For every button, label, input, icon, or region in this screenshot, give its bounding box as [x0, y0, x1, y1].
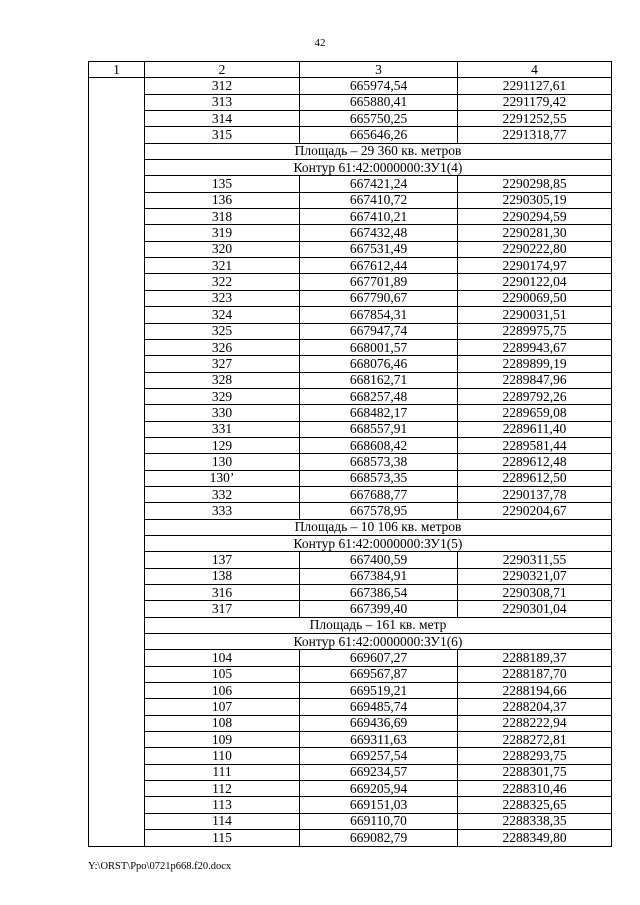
contour-row — [89, 535, 612, 551]
x-coordinate-cell: 667432,48 — [300, 225, 458, 241]
table-row — [89, 437, 612, 453]
x-coordinate-cell: 665880,41 — [300, 94, 458, 110]
y-coordinate-cell: 2290301,04 — [458, 601, 612, 617]
table-row — [89, 192, 612, 208]
x-coordinate-cell: 669311,63 — [300, 732, 458, 748]
x-coordinate-cell: 669110,70 — [300, 813, 458, 829]
x-coordinate-cell: 667400,59 — [300, 552, 458, 568]
table-row — [89, 405, 612, 421]
point-number-cell: 105 — [145, 666, 300, 682]
point-number-cell: 333 — [145, 503, 300, 519]
column-header: 2 — [145, 62, 300, 78]
table-row — [89, 552, 612, 568]
point-number-cell: 136 — [145, 192, 300, 208]
x-coordinate-cell: 668076,46 — [300, 356, 458, 372]
y-coordinate-cell: 2288222,94 — [458, 715, 612, 731]
x-coordinate-cell: 665974,54 — [300, 78, 458, 94]
x-coordinate-cell: 668162,71 — [300, 372, 458, 388]
y-coordinate-cell: 2288189,37 — [458, 650, 612, 666]
table-row — [89, 830, 612, 846]
y-coordinate-cell: 2290321,07 — [458, 568, 612, 584]
y-coordinate-cell: 2288325,65 — [458, 797, 612, 813]
contour-label: Контур 61:42:0000000:ЗУ1(5) — [145, 535, 612, 551]
point-number-cell: 327 — [145, 356, 300, 372]
point-number-cell: 320 — [145, 241, 300, 257]
point-number-cell: 316 — [145, 585, 300, 601]
x-coordinate-cell: 667612,44 — [300, 258, 458, 274]
point-number-cell: 325 — [145, 323, 300, 339]
point-number-cell: 106 — [145, 683, 300, 699]
table-row — [89, 797, 612, 813]
area-label: Площадь – 10 106 кв. метров — [145, 519, 612, 535]
table-row — [89, 585, 612, 601]
point-number-cell: 138 — [145, 568, 300, 584]
point-number-cell: 314 — [145, 111, 300, 127]
y-coordinate-cell: 2290031,51 — [458, 307, 612, 323]
point-number-cell: 109 — [145, 732, 300, 748]
y-coordinate-cell: 2288187,70 — [458, 666, 612, 682]
x-coordinate-cell: 668557,91 — [300, 421, 458, 437]
table-row — [89, 748, 612, 764]
table-row — [89, 372, 612, 388]
table-row — [89, 486, 612, 502]
table-row — [89, 323, 612, 339]
area-row — [89, 143, 612, 159]
y-coordinate-cell: 2290069,50 — [458, 290, 612, 306]
y-coordinate-cell: 2290122,04 — [458, 274, 612, 290]
contour-row — [89, 634, 612, 650]
y-coordinate-cell: 2290281,30 — [458, 225, 612, 241]
table-row — [89, 356, 612, 372]
table-row — [89, 715, 612, 731]
x-coordinate-cell: 668482,17 — [300, 405, 458, 421]
point-number-cell: 137 — [145, 552, 300, 568]
y-coordinate-cell: 2290311,55 — [458, 552, 612, 568]
y-coordinate-cell: 2289975,75 — [458, 323, 612, 339]
point-number-cell: 326 — [145, 339, 300, 355]
x-coordinate-cell: 667790,67 — [300, 290, 458, 306]
y-coordinate-cell: 2290137,78 — [458, 486, 612, 502]
x-coordinate-cell: 669151,03 — [300, 797, 458, 813]
y-coordinate-cell: 2288194,66 — [458, 683, 612, 699]
file-path-footer: Y:\ORST\Ppo\0721p668.f20.docx — [88, 861, 232, 872]
y-coordinate-cell: 2289943,67 — [458, 339, 612, 355]
y-coordinate-cell: 2288338,35 — [458, 813, 612, 829]
y-coordinate-cell: 2288204,37 — [458, 699, 612, 715]
coordinates-table — [88, 61, 612, 847]
table-row — [89, 650, 612, 666]
page-number: 42 — [314, 37, 326, 49]
point-number-cell: 110 — [145, 748, 300, 764]
y-coordinate-cell: 2288272,81 — [458, 732, 612, 748]
table-row — [89, 454, 612, 470]
y-coordinate-cell: 2288349,80 — [458, 830, 612, 846]
table-row — [89, 209, 612, 225]
column-1-merged-cell — [89, 78, 145, 846]
y-coordinate-cell: 2291179,42 — [458, 94, 612, 110]
x-coordinate-cell: 668001,57 — [300, 339, 458, 355]
x-coordinate-cell: 668573,38 — [300, 454, 458, 470]
table-row — [89, 470, 612, 486]
y-coordinate-cell: 2290298,85 — [458, 176, 612, 192]
table-row — [89, 732, 612, 748]
y-coordinate-cell: 2290174,97 — [458, 258, 612, 274]
table-row — [89, 813, 612, 829]
y-coordinate-cell: 2291318,77 — [458, 127, 612, 143]
table-row — [89, 339, 612, 355]
area-label: Площадь – 29 360 кв. метров — [145, 143, 612, 159]
x-coordinate-cell: 667578,95 — [300, 503, 458, 519]
table-row — [89, 94, 612, 110]
point-number-cell: 332 — [145, 486, 300, 502]
x-coordinate-cell: 667688,77 — [300, 486, 458, 502]
point-number-cell: 315 — [145, 127, 300, 143]
y-coordinate-cell: 2290204,67 — [458, 503, 612, 519]
table-header-row — [89, 62, 612, 78]
x-coordinate-cell: 669567,87 — [300, 666, 458, 682]
area-label: Площадь – 161 кв. метр — [145, 617, 612, 633]
x-coordinate-cell: 667410,21 — [300, 209, 458, 225]
point-number-cell: 328 — [145, 372, 300, 388]
y-coordinate-cell: 2288301,75 — [458, 764, 612, 780]
y-coordinate-cell: 2289612,50 — [458, 470, 612, 486]
contour-label: Контур 61:42:0000000:ЗУ1(4) — [145, 160, 612, 176]
y-coordinate-cell: 2288293,75 — [458, 748, 612, 764]
table-row — [89, 421, 612, 437]
x-coordinate-cell: 669257,54 — [300, 748, 458, 764]
table-row — [89, 764, 612, 780]
y-coordinate-cell: 2291252,55 — [458, 111, 612, 127]
x-coordinate-cell: 668608,42 — [300, 437, 458, 453]
point-number-cell: 112 — [145, 781, 300, 797]
y-coordinate-cell: 2290222,80 — [458, 241, 612, 257]
y-coordinate-cell: 2291127,61 — [458, 78, 612, 94]
point-number-cell: 130 — [145, 454, 300, 470]
point-number-cell: 322 — [145, 274, 300, 290]
table-row — [89, 225, 612, 241]
y-coordinate-cell: 2289611,40 — [458, 421, 612, 437]
point-number-cell: 323 — [145, 290, 300, 306]
point-number-cell: 318 — [145, 209, 300, 225]
table-row — [89, 127, 612, 143]
x-coordinate-cell: 667854,31 — [300, 307, 458, 323]
point-number-cell: 329 — [145, 388, 300, 404]
y-coordinate-cell: 2289659,08 — [458, 405, 612, 421]
x-coordinate-cell: 669082,79 — [300, 830, 458, 846]
x-coordinate-cell: 668573,35 — [300, 470, 458, 486]
table-row — [89, 290, 612, 306]
point-number-cell: 130’ — [145, 470, 300, 486]
y-coordinate-cell: 2290305,19 — [458, 192, 612, 208]
column-header: 4 — [458, 62, 612, 78]
point-number-cell: 321 — [145, 258, 300, 274]
x-coordinate-cell: 667410,72 — [300, 192, 458, 208]
x-coordinate-cell: 667421,24 — [300, 176, 458, 192]
area-row — [89, 519, 612, 535]
y-coordinate-cell: 2289792,26 — [458, 388, 612, 404]
point-number-cell: 135 — [145, 176, 300, 192]
point-number-cell: 115 — [145, 830, 300, 846]
point-number-cell: 104 — [145, 650, 300, 666]
x-coordinate-cell: 667384,91 — [300, 568, 458, 584]
x-coordinate-cell: 665646,26 — [300, 127, 458, 143]
x-coordinate-cell: 668257,48 — [300, 388, 458, 404]
table-row — [89, 666, 612, 682]
y-coordinate-cell: 2289581,44 — [458, 437, 612, 453]
point-number-cell: 114 — [145, 813, 300, 829]
point-number-cell: 331 — [145, 421, 300, 437]
table-row — [89, 503, 612, 519]
table-row — [89, 258, 612, 274]
table-row — [89, 111, 612, 127]
area-row — [89, 617, 612, 633]
table-row — [89, 601, 612, 617]
point-number-cell: 324 — [145, 307, 300, 323]
y-coordinate-cell: 2289899,19 — [458, 356, 612, 372]
y-coordinate-cell: 2289612,48 — [458, 454, 612, 470]
point-number-cell: 111 — [145, 764, 300, 780]
point-number-cell: 313 — [145, 94, 300, 110]
table-row — [89, 699, 612, 715]
point-number-cell: 312 — [145, 78, 300, 94]
point-number-cell: 317 — [145, 601, 300, 617]
point-number-cell: 107 — [145, 699, 300, 715]
x-coordinate-cell: 669234,57 — [300, 764, 458, 780]
x-coordinate-cell: 667947,74 — [300, 323, 458, 339]
y-coordinate-cell: 2290308,71 — [458, 585, 612, 601]
x-coordinate-cell: 669485,74 — [300, 699, 458, 715]
x-coordinate-cell: 667701,89 — [300, 274, 458, 290]
point-number-cell: 129 — [145, 437, 300, 453]
y-coordinate-cell: 2288310,46 — [458, 781, 612, 797]
x-coordinate-cell: 669205,94 — [300, 781, 458, 797]
x-coordinate-cell: 669607,27 — [300, 650, 458, 666]
table-row — [89, 307, 612, 323]
column-header: 3 — [300, 62, 458, 78]
x-coordinate-cell: 669519,21 — [300, 683, 458, 699]
table-row — [89, 274, 612, 290]
x-coordinate-cell: 667386,54 — [300, 585, 458, 601]
table-row — [89, 683, 612, 699]
point-number-cell: 113 — [145, 797, 300, 813]
table-row — [89, 78, 612, 94]
y-coordinate-cell: 2290294,59 — [458, 209, 612, 225]
x-coordinate-cell: 665750,25 — [300, 111, 458, 127]
table-row — [89, 781, 612, 797]
x-coordinate-cell: 667531,49 — [300, 241, 458, 257]
point-number-cell: 108 — [145, 715, 300, 731]
column-header: 1 — [89, 62, 145, 78]
point-number-cell: 330 — [145, 405, 300, 421]
x-coordinate-cell: 669436,69 — [300, 715, 458, 731]
contour-label: Контур 61:42:0000000:ЗУ1(6) — [145, 634, 612, 650]
point-number-cell: 319 — [145, 225, 300, 241]
table-row — [89, 176, 612, 192]
x-coordinate-cell: 667399,40 — [300, 601, 458, 617]
contour-row — [89, 160, 612, 176]
y-coordinate-cell: 2289847,96 — [458, 372, 612, 388]
table-row — [89, 241, 612, 257]
table-row — [89, 568, 612, 584]
table-row — [89, 388, 612, 404]
